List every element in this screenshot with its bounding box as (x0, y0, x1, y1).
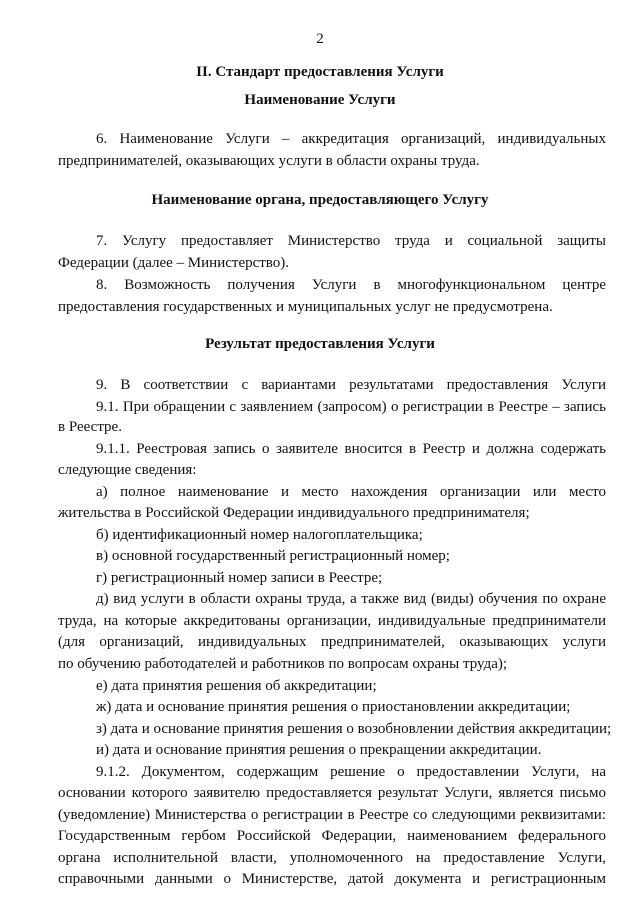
paragraph-line: следующие сведения: (58, 462, 197, 478)
paragraph-line: 6. Наименование Услуги – аккредитация организаций, индивидуальных (96, 131, 606, 147)
paragraph-line: 9.1. При обращении с заявлением (запросом) о регистрации в Реестре – запись (96, 399, 606, 415)
paragraph-line: 9.1.2. Документом, содержащим решение о предоставлении Услуги, на (96, 764, 606, 780)
page-number: 2 (316, 31, 324, 47)
paragraph-line: Государственным гербом Российской Федерации, наименованием федерального (58, 828, 606, 844)
authority-heading: Наименование органа, предоставляющего Услугу (151, 192, 489, 208)
list-item: и) дата и основание принятия решения о прекращении аккредитации. (96, 742, 542, 758)
paragraph-line: в Реестре. (58, 419, 122, 435)
paragraph-line: предпринимателей, оказывающих услуги в области охраны труда. (58, 153, 480, 169)
paragraph-line: Федерации (далее – Министерство). (58, 255, 290, 271)
list-item: г) регистрационный номер записи в Реестре; (96, 570, 383, 586)
paragraph-line: а) полное наименование и место нахождения организации или место (96, 484, 606, 500)
section-heading: II. Стандарт предоставления Услуги (196, 64, 444, 80)
paragraph-line: жительства в Российской Федерации индивидуального предпринимателя; (58, 505, 530, 521)
paragraph-line: основании которого заявителю предоставляется результат Услуги, является письмо (58, 785, 606, 801)
list-item: б) идентификационный номер налогоплательщика; (96, 527, 423, 543)
paragraph-line: (уведомление) Министерства о регистрации в Реестре со следующими реквизитами: (58, 807, 606, 823)
paragraph-line: труда, на которые аккредитованы организации, индивидуальные предприниматели (58, 613, 606, 629)
paragraph-line: по обучению работодателей и работников по вопросам охраны труда); (58, 656, 508, 672)
list-item: в) основной государственный регистрационный номер; (96, 548, 450, 564)
paragraph-line: 9. В соответствии с вариантами результатами предоставления Услуги (96, 377, 606, 393)
paragraph-line: 7. Услугу предоставляет Министерство труда и социальной защиты (96, 233, 606, 249)
paragraph-line: 8. Возможность получения Услуги в многофункциональном центре (96, 277, 606, 293)
list-item: д) вид услуги в области охраны труда, а также вид (виды) обучения по охране (96, 591, 606, 607)
paragraph-line: предоставления государственных и муниципальных услуг не предусмотрена. (58, 299, 553, 315)
list-item: е) дата принятия решения об аккредитации; (96, 678, 377, 694)
list-item: з) дата и основание принятия решения о возобновлении действия аккредитации; (96, 721, 612, 737)
paragraph-line: 9.1.1. Реестровая запись о заявителе вносится в Реестр и должна содержать (96, 441, 606, 457)
paragraph-line: справочными данными о Министерстве, датой документа и регистрационным (58, 871, 606, 887)
paragraph-line: органа исполнительной власти, уполномоченного на предоставление Услуги, (58, 850, 606, 866)
service-name-heading: Наименование Услуги (244, 92, 396, 108)
list-item: ж) дата и основание принятия решения о приостановлении аккредитации; (96, 699, 571, 715)
result-heading: Результат предоставления Услуги (205, 336, 435, 352)
paragraph-line: (для организаций, индивидуальных предпринимателей, оказывающих услуги (58, 634, 606, 650)
